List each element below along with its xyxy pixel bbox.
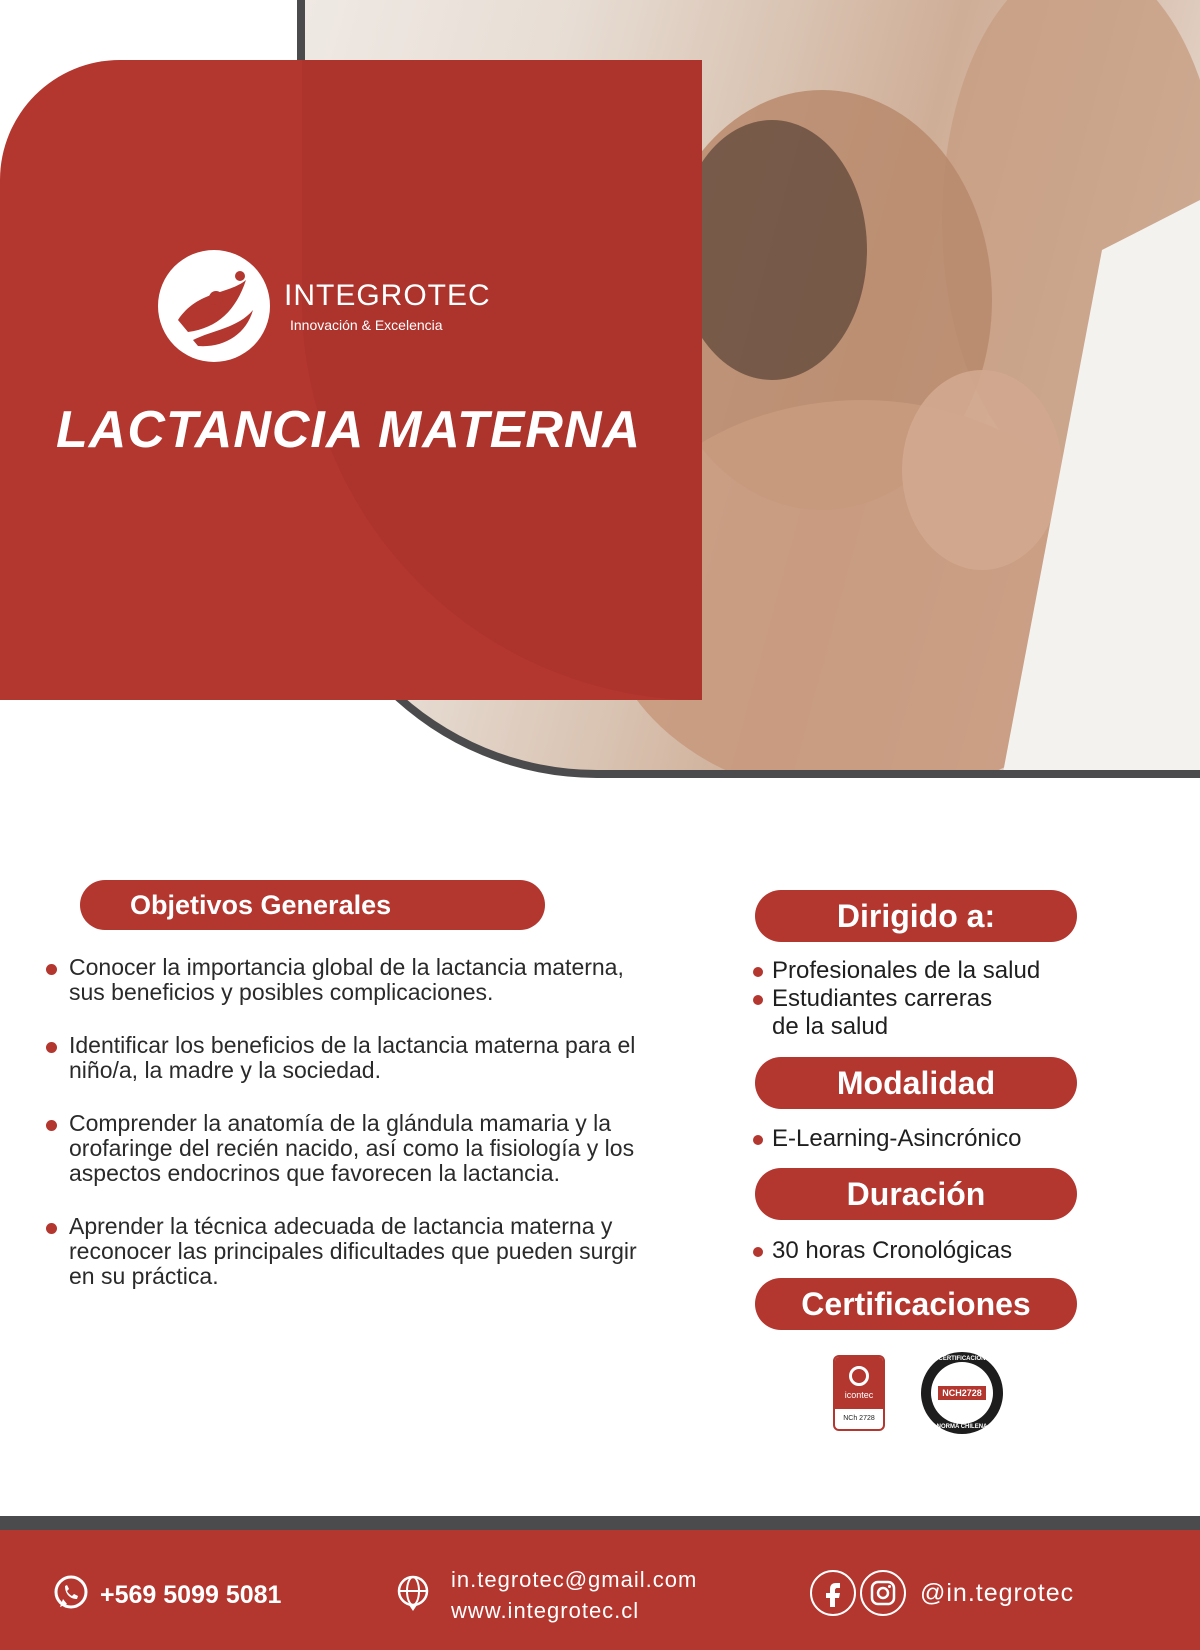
footer-divider xyxy=(0,1516,1200,1530)
globe-icon xyxy=(395,1574,431,1617)
nch-bottom-text: NORMA CHILENA xyxy=(936,1424,988,1430)
dirigido-list xyxy=(753,957,1040,1041)
modalidad-heading: Modalidad xyxy=(755,1057,1077,1109)
web-contact xyxy=(395,1564,697,1626)
phone-contact[interactable] xyxy=(52,1574,281,1617)
objective-item: Identificar los beneficios de la lactancia materna para el niño/a, la madre y la sociedad. xyxy=(44,1033,644,1083)
objective-item: Conocer la importancia global de la lactancia materna, sus beneficios y posibles complicaciones. xyxy=(44,955,644,1005)
brand-name: INTEGROTEC xyxy=(284,279,491,312)
social-contact xyxy=(810,1570,1074,1616)
instagram-icon[interactable] xyxy=(860,1570,906,1616)
objectives-heading: Objetivos Generales xyxy=(80,880,545,930)
icontec-badge xyxy=(833,1355,885,1431)
certification-badges xyxy=(833,1352,1003,1434)
email-link[interactable]: in.tegrotec@gmail.com xyxy=(451,1567,698,1592)
objective-item: Comprender la anatomía de la glándula mamaria y la orofaringe del recién nacido, así como la fisiología y los aspectos endocrinos que favorecen la lactancia. xyxy=(44,1111,644,1186)
brand-tagline: Innovación & Excelencia xyxy=(290,317,443,333)
certificaciones-heading: Certificaciones xyxy=(755,1278,1077,1330)
hands-logo-icon xyxy=(158,250,270,362)
course-title: LACTANCIA MATERNA xyxy=(56,401,642,459)
social-handle[interactable]: @in.tegrotec xyxy=(920,1578,1075,1607)
objective-item: Aprender la técnica adecuada de lactancia materna y reconocer las principales dificultades que pueden surgir en su práctica. xyxy=(44,1214,644,1289)
brand-logo xyxy=(158,250,491,362)
dirigido-heading: Dirigido a: xyxy=(755,890,1077,942)
objectives-list xyxy=(44,955,644,1317)
facebook-icon[interactable] xyxy=(810,1570,856,1616)
whatsapp-icon xyxy=(52,1574,90,1617)
dirigido-item: Estudiantes carreras de la salud xyxy=(753,985,1023,1041)
dirigido-item: Profesionales de la salud xyxy=(753,957,1040,985)
nch-top-text: CERTIFICACIÓN xyxy=(938,1356,986,1362)
website-link[interactable]: www.integrotec.cl xyxy=(451,1598,640,1623)
duracion-item: 30 horas Cronológicas xyxy=(753,1237,1012,1265)
icontec-label: icontec xyxy=(844,1390,874,1400)
icontec-code: NCh 2728 xyxy=(843,1415,875,1422)
phone-number: +569 5099 5081 xyxy=(100,1581,282,1609)
icontec-ring-icon xyxy=(849,1366,869,1386)
nch-label: NCH2728 xyxy=(938,1386,986,1400)
duracion-heading: Duración xyxy=(755,1168,1077,1220)
nch-badge xyxy=(921,1352,1003,1434)
modalidad-item: E-Learning-Asincrónico xyxy=(753,1125,1021,1153)
modalidad-list xyxy=(753,1125,1021,1153)
duracion-list xyxy=(753,1237,1012,1265)
footer xyxy=(0,1530,1200,1650)
